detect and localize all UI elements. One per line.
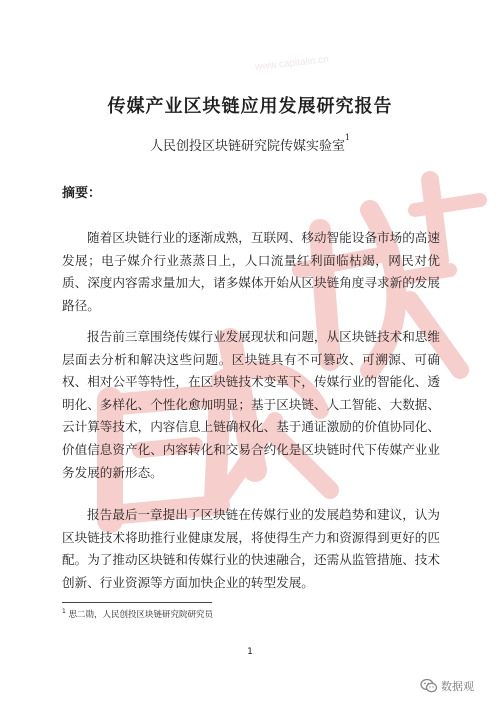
wechat-icon xyxy=(420,678,438,694)
abstract-heading: 摘要： xyxy=(62,186,102,201)
author-line xyxy=(0,135,500,154)
author-footnote-mark: 1 xyxy=(344,133,351,142)
footnote-divider xyxy=(62,602,212,603)
brand-label: 数据观 xyxy=(441,680,474,693)
footnote-mark: 1 xyxy=(62,608,66,616)
report-title: 传媒产业区块链应用发展研究报告 xyxy=(107,96,393,117)
abstract-paragraph-1: 随着区块链行业的逐渐成熟，互联网、移动智能设备市场的高速发展；电子媒介行业蒸蒸日上，人口流量红利面临枯竭，网民对优质、深度内容需求量加大，诸多媒体开始从区块链角度寻求新的发展路径。 xyxy=(62,230,440,313)
page-number: 1 xyxy=(247,647,253,657)
author-name: 人民创投区块链研究院传媒实验室 xyxy=(149,139,345,154)
abstract-paragraph-2: 报告前三章围绕传媒行业发展现状和问题，从区块链技术和思维层面去分析和解决这些问题。区块链具有不可篡改、可溯源、可确权、相对公平等特性，在区块链技术变革下，传媒行业的智能化、透明化、多样化、个性化愈加明显；基于区块链、人工智能、大数据、云计算等技术，内容信息上链确权化、基于通证激励的价值协同化、价值信息资产化、内容转化和交易合约化是区块链时代下传媒产业业务发展的新形态。 xyxy=(62,329,440,480)
abstract-paragraph-3: 报告最后一章提出了区块链在传媒行业的发展趋势和建议，认为区块链技术将助推行业健康发展，将使得生产力和资源得到更好的匹配。为了推动区块链和传媒行业的快速融合，还需从监管措施、技术创新、行业资源等方面加快企业的转型发展。 xyxy=(62,507,440,590)
brand-watermark xyxy=(420,677,474,695)
watermark-url: www.capitalin.cn xyxy=(254,54,330,73)
footnote-text: 思二勋，人民创投区块链研究院研究员 xyxy=(68,610,214,620)
footnote xyxy=(62,608,213,620)
